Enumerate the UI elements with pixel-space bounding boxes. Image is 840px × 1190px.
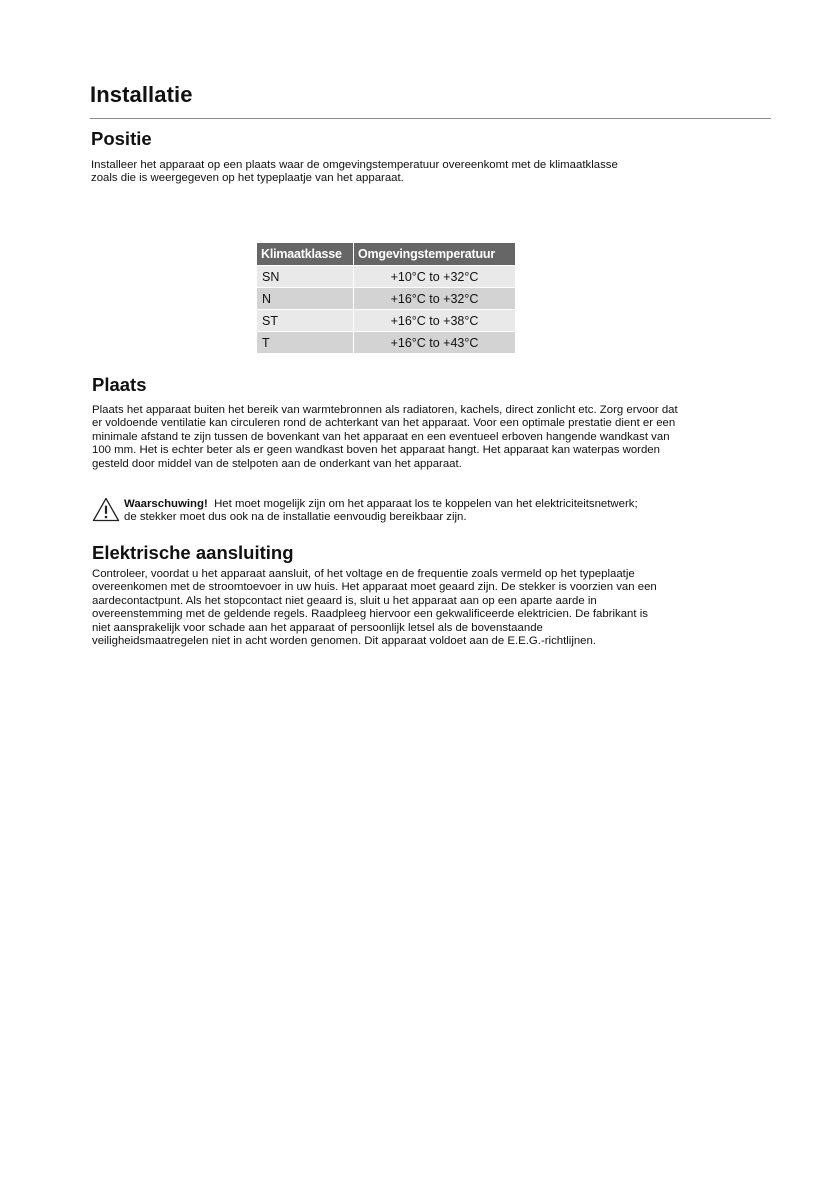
section-heading-plaats: Plaats [92, 374, 147, 395]
table-cell-class: N [257, 288, 354, 310]
table-cell-temperature: +16°C to +38°C [354, 310, 516, 332]
climate-class-table [257, 243, 515, 353]
warning-line-1: Het moet mogelijk zijn om het apparaat los te koppelen van het elektriciteitsnetwerk; [207, 498, 638, 510]
table-header-row [257, 243, 515, 266]
warning-text [124, 498, 764, 525]
section-heading-positie: Positie [91, 128, 152, 149]
table-row [257, 310, 515, 332]
warning-notice [92, 496, 772, 526]
table-cell-class: T [257, 332, 354, 354]
warning-line-2: de stekker moet dus ook na de installatie eenvoudig bereikbaar zijn. [124, 511, 467, 524]
section-text-elektrische-aansluiting: Controleer, voordat u het apparaat aansluit, of het voltage en de frequentie zoals vermeld op het typeplaatje overeenkomen met de stroomtoevoer in uw huis. Het apparaat moet geaard zijn. De stekker is voorzien van een aardecontactpunt. Als het stopcontact niet geaard is, sluit u het apparaat aan op een aparte aarde in overeenstemming met de geldende regels. Raadpleeg hiervoor een gekwalificeerde elektricien. De fabrikant is niet aansprakelijk voor schade aan het apparaat of persoonlijk letsel als de bovenstaande veiligheidsmaatregelen niet in acht worden genomen. Dit apparaat voldoet aan de E.E.G.-richtlijnen. [92, 568, 657, 648]
warning-label: Waarschuwing! [124, 498, 208, 510]
table-cell-temperature: +10°C to +32°C [354, 266, 516, 288]
page-title: Installatie [90, 82, 193, 107]
table-header-klimaatklasse: Klimaatklasse [257, 243, 354, 266]
title-divider [90, 118, 771, 119]
table-cell-temperature: +16°C to +32°C [354, 288, 516, 310]
section-heading-elektrische-aansluiting: Elektrische aansluiting [92, 542, 294, 563]
warning-triangle-icon [92, 497, 120, 522]
table-row [257, 288, 515, 310]
table-header-omgevingstemperatuur: Omgevingstemperatuur [354, 243, 516, 266]
section-text-plaats: Plaats het apparaat buiten het bereik van warmtebronnen als radiatoren, kachels, direct zonlicht etc. Zorg ervoor dat er voldoende ventilatie kan circuleren rond de achterkant van het apparaat. Voor een optimale prestatie dient er een minimale afstand te zijn tussen de bovenkant van het apparaat en een eventueel erboven hangende wandkast van 100 mm. Het is echter beter als er geen wandkast boven het apparaat hangt. Het apparaat kan waterpas worden gesteld door middel van de stelpoten aan de onderkant van het apparaat. [92, 404, 678, 470]
section-text-positie: Installeer het apparaat op een plaats waar de omgevingstemperatuur overeenkomt met de klimaatklasse zoals die is weergegeven op het typeplaatje van het apparaat. [91, 159, 618, 185]
table-cell-temperature: +16°C to +43°C [354, 332, 516, 354]
table-row [257, 266, 515, 288]
table-cell-class: SN [257, 266, 354, 288]
table-row [257, 332, 515, 354]
table-cell-class: ST [257, 310, 354, 332]
